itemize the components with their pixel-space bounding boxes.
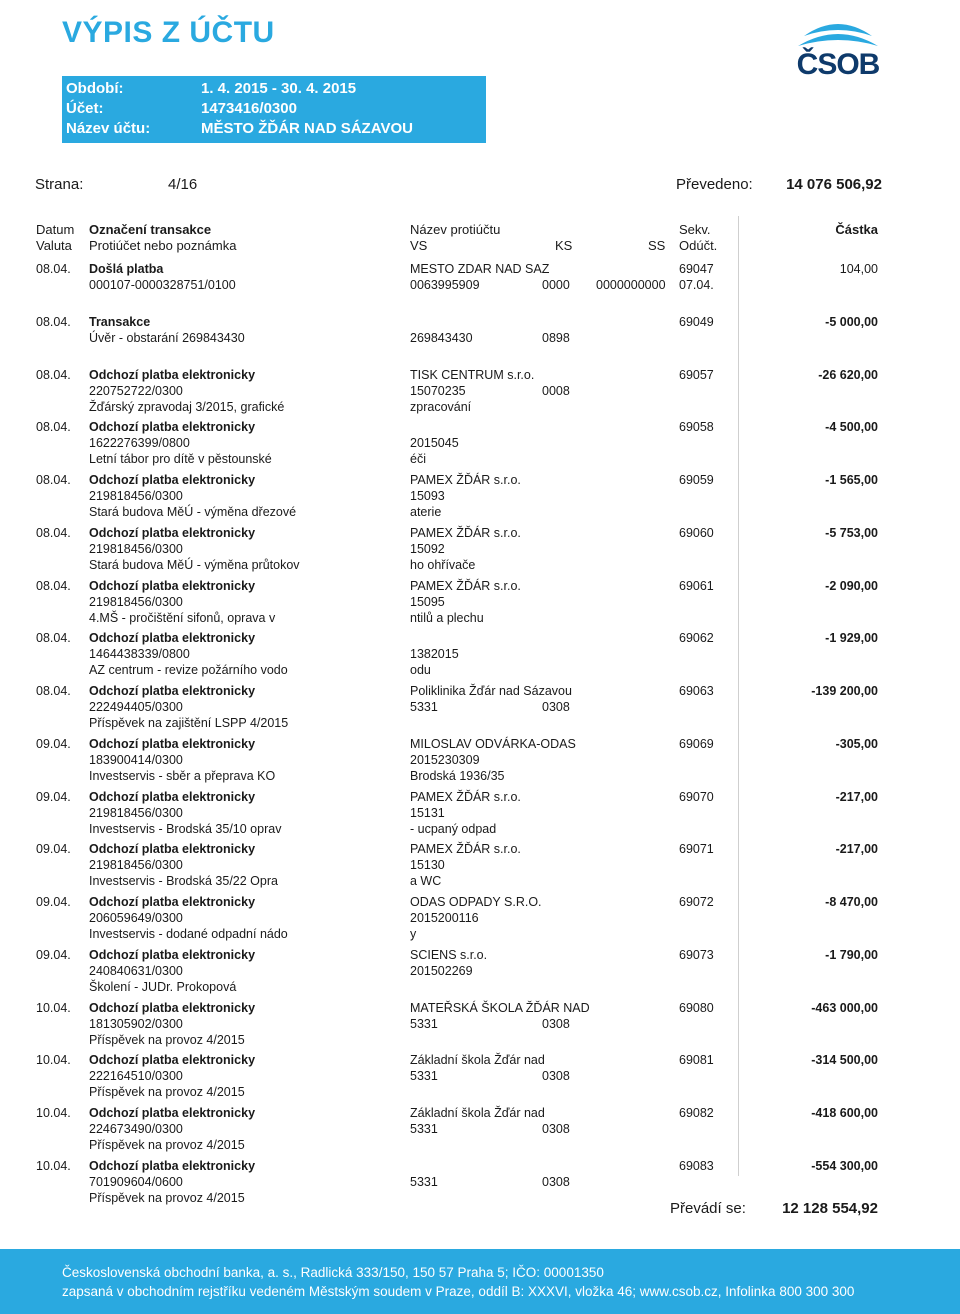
tx-note: Letní tábor pro dítě v pěstounské: [89, 452, 272, 467]
tx-date: 08.04.: [36, 367, 71, 382]
tx-sequence: 69058: [679, 420, 714, 435]
tx-amount: 104,00: [839, 262, 878, 276]
transaction-row: [0, 737, 960, 789]
tx-type: Odchozí platba elektronicky: [89, 736, 256, 751]
tx-sequence: 69082: [679, 1106, 714, 1120]
tx-account: 206059649/0300: [89, 911, 183, 925]
tx-counterparty-name: Základní škola Žďár nad: [410, 1053, 545, 1068]
col-header-protiucet: Protiúčet nebo poznámka: [89, 238, 237, 253]
tx-account: 219818456/0300: [89, 805, 183, 820]
tx-account: 1464438339/0800: [89, 647, 190, 662]
tx-note: Stará budova MěÚ - výměna průtokov: [89, 557, 300, 572]
transaction-row: [0, 684, 960, 736]
tx-sequence: 69061: [679, 578, 714, 593]
tx-vs: 2015230309: [410, 752, 480, 767]
tx-vs: 15093: [410, 489, 445, 503]
col-header-castka: Částka: [835, 222, 878, 237]
col-header-vs: VS: [410, 238, 428, 253]
tx-counterparty-name: PAMEX ŽĎÁR s.r.o.: [410, 525, 521, 540]
tx-type: Odchozí platba elektronicky: [89, 367, 256, 382]
tx-account: 222494405/0300: [89, 700, 183, 714]
tx-vs: 201502269: [410, 963, 473, 978]
tx-amount: -26 620,00: [818, 367, 878, 382]
tx-date: 10.04.: [36, 1000, 71, 1015]
page-title: VÝPIS Z ÚČTU: [62, 16, 275, 49]
logo-wave-icon: [788, 16, 888, 50]
tx-amount: -418 600,00: [811, 1106, 878, 1120]
tx-counterparty-name: Základní škola Žďár nad: [410, 1106, 545, 1120]
tx-type: Odchozí platba elektronicky: [89, 578, 256, 593]
tx-note: Příspěvek na provoz 4/2015: [89, 1085, 245, 1100]
tx-type: Odchozí platba elektronicky: [89, 1158, 256, 1173]
tx-amount: -5 753,00: [825, 525, 878, 540]
tx-amount: -4 500,00: [825, 420, 878, 435]
tx-counterparty-name: SCIENS s.r.o.: [410, 947, 488, 962]
transaction-row: [0, 1001, 960, 1053]
tx-counterparty-name: PAMEX ŽĎÁR s.r.o.: [410, 842, 521, 857]
tx-vs: 15095: [410, 594, 445, 609]
tx-sequence: 69047: [679, 262, 714, 276]
col-header-ks: KS: [555, 238, 573, 253]
tx-amount: -217,00: [835, 789, 878, 804]
tx-sequence: 69060: [679, 525, 714, 540]
carried-over-label: Převedeno:: [676, 176, 753, 193]
tx-sequence: 69062: [679, 631, 714, 646]
tx-counterparty-detail: aterie: [410, 505, 442, 519]
tx-note: Příspěvek na provoz 4/2015: [89, 1032, 245, 1047]
tx-counterparty-name: ODAS ODPADY S.R.O.: [410, 895, 542, 909]
tx-sequence: 69069: [679, 736, 714, 751]
transaction-row: [0, 315, 960, 367]
tx-counterparty-detail: Brodská 1936/35: [410, 768, 505, 783]
tx-counterparty-name: PAMEX ŽĎÁR s.r.o.: [410, 578, 521, 593]
tx-vs: 5331: [410, 1122, 438, 1136]
tx-sequence: 69073: [679, 947, 714, 962]
tx-vs: 0063995909: [410, 278, 480, 292]
col-header-oznaceni: Označení transakce: [89, 222, 212, 237]
col-header-nazev: Název protiúčtu: [410, 222, 501, 237]
tx-date: 08.04.: [36, 314, 71, 329]
period-value: 1. 4. 2015 - 30. 4. 2015: [201, 80, 357, 97]
footer-line-1: Československá obchodní banka, a. s., Radlická 333/150, 150 57 Praha 5; IČO: 00001350: [62, 1265, 604, 1280]
tx-type: Odchozí platba elektronicky: [89, 1053, 256, 1068]
tx-account: 000107-0000328751/0100: [89, 278, 236, 292]
tx-type: Odchozí platba elektronicky: [89, 789, 256, 804]
transaction-row: [0, 579, 960, 631]
tx-vs: 2015200116: [410, 911, 479, 925]
tx-amount: -139 200,00: [811, 684, 878, 698]
tx-counterparty-name: MESTO ZDAR NAD SAZ: [410, 262, 550, 276]
tx-note: AZ centrum - revize požárního vodo: [89, 663, 288, 678]
tx-sequence: 69063: [679, 684, 714, 698]
tx-date: 10.04.: [36, 1053, 71, 1068]
tx-vs: 1382015: [410, 647, 459, 662]
tx-account: 183900414/0300: [89, 752, 183, 767]
tx-account: Úvěr - obstarání 269843430: [89, 330, 245, 345]
tx-type: Transakce: [89, 314, 151, 329]
tx-type: Odchozí platba elektronicky: [89, 895, 256, 909]
tx-date: 10.04.: [36, 1106, 71, 1120]
tx-note: Příspěvek na provoz 4/2015: [89, 1190, 245, 1205]
tx-amount: -305,00: [835, 736, 878, 751]
tx-ks: 0898: [542, 330, 570, 345]
tx-posting-date: 07.04.: [679, 278, 714, 292]
tx-account: 219818456/0300: [89, 594, 183, 609]
tx-vs: 15131: [410, 805, 445, 820]
col-header-ss: SS: [648, 238, 666, 253]
tx-counterparty-name: MILOSLAV ODVÁRKA-ODAS: [410, 736, 576, 751]
tx-counterparty-detail: zpracování: [410, 399, 472, 414]
tx-sequence: 69081: [679, 1053, 714, 1068]
tx-type: Odchozí platba elektronicky: [89, 473, 256, 487]
tx-date: 08.04.: [36, 262, 71, 276]
tx-note: 4.MŠ - pročištění sifonů, oprava v: [89, 610, 276, 625]
tx-counterparty-name: MATEŘSKÁ ŠKOLA ŽĎÁR NAD: [410, 1000, 590, 1015]
tx-date: 08.04.: [36, 684, 71, 698]
tx-account: 240840631/0300: [89, 963, 183, 978]
tx-amount: -1 929,00: [825, 631, 878, 646]
tx-vs: 15092: [410, 541, 445, 556]
tx-date: 09.04.: [36, 842, 71, 857]
account-name-label: Název účtu:: [66, 120, 151, 137]
transaction-row: [0, 473, 960, 525]
transaction-row: [0, 790, 960, 842]
tx-account: 701909604/0600: [89, 1174, 183, 1189]
tx-ks: 0000: [542, 278, 570, 292]
transaction-row: [0, 368, 960, 420]
logo-text: ČSOB: [796, 48, 880, 81]
bank-logo: [788, 16, 888, 80]
tx-account: 181305902/0300: [89, 1016, 183, 1031]
tx-vs: 15070235: [410, 383, 466, 398]
tx-date: 08.04.: [36, 631, 71, 646]
tx-date: 10.04.: [36, 1158, 71, 1173]
account-label: Účet:: [66, 100, 104, 117]
tx-ks: 0308: [542, 1122, 570, 1136]
tx-amount: -463 000,00: [811, 1000, 878, 1015]
tx-counterparty-detail: ho ohřívače: [410, 557, 476, 572]
tx-vs: 5331: [410, 1016, 438, 1031]
tx-date: 08.04.: [36, 473, 71, 487]
tx-vs: 15130: [410, 858, 445, 873]
tx-ks: 0008: [542, 383, 570, 398]
tx-amount: -2 090,00: [825, 578, 878, 593]
tx-date: 08.04.: [36, 420, 71, 435]
tx-sequence: 69083: [679, 1158, 714, 1173]
transaction-row: [0, 631, 960, 683]
tx-type: Odchozí platba elektronicky: [89, 631, 256, 646]
tx-sequence: 69057: [679, 367, 714, 382]
tx-vs: 5331: [410, 1174, 438, 1189]
tx-account: 219818456/0300: [89, 541, 183, 556]
tx-note: Příspěvek na zajištění LSPP 4/2015: [89, 716, 289, 730]
transaction-row: [0, 1053, 960, 1105]
tx-account: 219818456/0300: [89, 489, 183, 503]
tx-ks: 0308: [542, 1174, 570, 1189]
carry-forward-value: 12 128 554,92: [782, 1200, 878, 1217]
tx-date: 09.04.: [36, 736, 71, 751]
page-number: 4/16: [168, 176, 198, 193]
tx-type: Odchozí platba elektronicky: [89, 1106, 256, 1120]
tx-counterparty-detail: ntilů a plechu: [410, 610, 484, 625]
tx-date: 09.04.: [36, 789, 71, 804]
tx-ks: 0308: [542, 1069, 570, 1084]
transaction-row: [0, 842, 960, 894]
tx-sequence: 69049: [679, 314, 714, 329]
tx-type: Odchozí platba elektronicky: [89, 684, 256, 698]
account-name-value: MĚSTO ŽĎÁR NAD SÁZAVOU: [201, 120, 413, 137]
tx-account: 224673490/0300: [89, 1122, 183, 1136]
tx-date: 08.04.: [36, 578, 71, 593]
tx-counterparty-detail: odu: [410, 663, 431, 678]
tx-date: 09.04.: [36, 947, 71, 962]
tx-amount: -1 565,00: [825, 473, 878, 487]
tx-counterparty-detail: éči: [410, 452, 426, 467]
tx-ks: 0308: [542, 700, 570, 714]
tx-type: Došlá platba: [89, 262, 164, 276]
col-header-sekv: Sekv.: [679, 222, 711, 237]
tx-type: Odchozí platba elektronicky: [89, 525, 256, 540]
tx-type: Odchozí platba elektronicky: [89, 947, 256, 962]
carried-over-value: 14 076 506,92: [786, 176, 882, 193]
tx-counterparty-detail: - ucpaný odpad: [410, 821, 497, 836]
transaction-row: [0, 1106, 960, 1158]
transaction-row: [0, 262, 960, 314]
tx-vs: 269843430: [410, 330, 473, 345]
tx-counterparty-detail: y: [410, 927, 417, 941]
tx-note: Příspěvek na provoz 4/2015: [89, 1138, 245, 1152]
carry-forward-label: Převádí se:: [670, 1200, 746, 1217]
tx-counterparty-detail: a WC: [410, 874, 442, 889]
statement-info-box: [62, 76, 486, 143]
tx-amount: -554 300,00: [811, 1158, 878, 1173]
tx-note: Žďárský zpravodaj 3/2015, grafické: [89, 399, 285, 414]
tx-sequence: 69059: [679, 473, 714, 487]
tx-type: Odchozí platba elektronicky: [89, 420, 256, 435]
tx-note: Investservis - dodané odpadní nádo: [89, 927, 288, 941]
tx-ss: 0000000000: [596, 278, 666, 292]
tx-sequence: 69071: [679, 842, 714, 857]
tx-amount: -1 790,00: [825, 947, 878, 962]
transaction-row: [0, 420, 960, 472]
tx-ks: 0308: [542, 1016, 570, 1031]
account-value: 1473416/0300: [201, 100, 297, 117]
col-header-oduct: Odúčt.: [679, 238, 718, 253]
tx-counterparty-name: TISK CENTRUM s.r.o.: [410, 367, 535, 382]
tx-date: 09.04.: [36, 895, 71, 909]
tx-amount: -217,00: [835, 842, 878, 857]
tx-account: 1622276399/0800: [89, 436, 190, 451]
tx-vs: 2015045: [410, 436, 459, 451]
tx-sequence: 69072: [679, 895, 714, 909]
col-header-datum: Datum: [36, 222, 75, 237]
col-header-valuta: Valuta: [36, 238, 72, 253]
period-label: Období:: [66, 80, 124, 97]
tx-sequence: 69080: [679, 1000, 714, 1015]
tx-note: Investservis - sběr a přeprava KO: [89, 768, 276, 783]
tx-sequence: 69070: [679, 789, 714, 804]
tx-type: Odchozí platba elektronicky: [89, 842, 256, 857]
tx-account: 222164510/0300: [89, 1069, 183, 1084]
tx-note: Investservis - Brodská 35/10 oprav: [89, 821, 282, 836]
tx-amount: -5 000,00: [825, 314, 878, 329]
footer-bar: [0, 1249, 960, 1314]
transaction-row: [0, 895, 960, 947]
tx-amount: -8 470,00: [825, 895, 878, 909]
footer-line-2: zapsaná v obchodním rejstříku vedeném Městským soudem v Praze, oddíl B: XXXVI, vložka 46; www.csob.cz, Infolinka 800 300 300: [62, 1284, 855, 1299]
tx-account: 219818456/0300: [89, 858, 183, 873]
tx-vs: 5331: [410, 1069, 438, 1084]
tx-account: 220752722/0300: [89, 383, 183, 398]
tx-vs: 5331: [410, 700, 438, 714]
transaction-row: [0, 948, 960, 1000]
tx-note: Školení - JUDr. Prokopová: [89, 979, 237, 994]
tx-note: Investservis - Brodská 35/22 Opra: [89, 874, 278, 889]
page-label: Strana:: [35, 176, 84, 193]
tx-counterparty-name: PAMEX ŽĎÁR s.r.o.: [410, 789, 521, 804]
tx-counterparty-name: Poliklinika Žďár nad Sázavou: [410, 684, 572, 698]
tx-note: Stará budova MěÚ - výměna dřezové: [89, 505, 297, 519]
transaction-row: [0, 526, 960, 578]
tx-date: 08.04.: [36, 525, 71, 540]
tx-amount: -314 500,00: [811, 1053, 878, 1068]
tx-type: Odchozí platba elektronicky: [89, 1000, 256, 1015]
tx-counterparty-name: PAMEX ŽĎÁR s.r.o.: [410, 473, 521, 487]
